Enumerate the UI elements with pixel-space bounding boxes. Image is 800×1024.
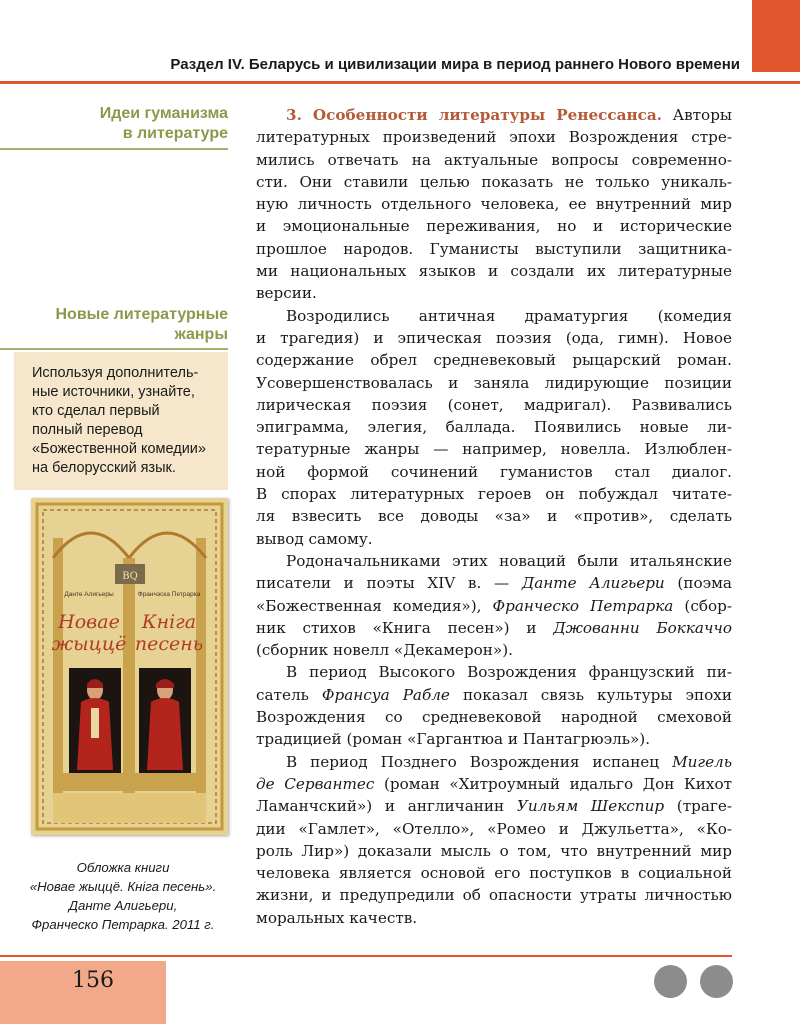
text-line: ля взвесить все доводы «за» и «против», сделать xyxy=(256,507,732,526)
task-line: полный перевод xyxy=(32,422,143,438)
text-fragment: Авторы xyxy=(672,106,733,124)
caption-line: Франческо Петрарка. 2011 г. xyxy=(31,917,215,932)
text-line xyxy=(256,572,732,594)
text-line: человека является основой его поступков в социальной xyxy=(256,864,732,883)
book-cover-illustration xyxy=(31,498,228,835)
text-line: и эмоциональные переживания, но и исторические xyxy=(256,217,732,236)
page-number: 156 xyxy=(72,968,114,993)
person-name: Джованни Боккаччо xyxy=(553,618,732,637)
text-line xyxy=(256,617,732,639)
task-box xyxy=(14,352,228,490)
svg-text:BQ: BQ xyxy=(122,571,138,582)
text-line: Возродились античная драматургия (комедия xyxy=(286,306,732,325)
heading-line: Идеи гуманизма xyxy=(99,105,228,122)
text-line: содержание обрел средневековый рыцарский роман. xyxy=(256,351,732,370)
cover-title-left-1: Новае xyxy=(58,611,120,633)
cover-author-right: Франчэска Петрарка xyxy=(137,591,201,598)
text-line: сти. Они ставили целью показать не только уникаль- xyxy=(256,172,732,191)
caption-line: Данте Алигьери, xyxy=(68,898,178,913)
task-line: ные источники, узнайте, xyxy=(32,384,195,400)
text-line xyxy=(256,795,732,817)
text-line: прошлое народов. Гуманисты выступили защитника- xyxy=(256,239,732,258)
text-line: моральных качеств. xyxy=(256,908,418,927)
text-line: эпиграмма, элегия, баллада. Появились новые ли- xyxy=(256,418,732,437)
sidebar-heading-genres xyxy=(0,305,228,345)
heading-line: жанры xyxy=(174,326,228,343)
text-line: тературные жанры — например, новелла. Излюблен- xyxy=(256,440,732,459)
text-fragment: В период Позднего Возрождения испанец xyxy=(286,752,673,771)
person-name: Уильям Шекспир xyxy=(516,797,665,816)
text-line xyxy=(256,773,732,795)
text-fragment: (сбор- xyxy=(673,596,732,615)
text-fragment: (поэма xyxy=(664,574,732,593)
footer-rule xyxy=(0,955,732,957)
caption-line: Обложка книги xyxy=(76,860,170,875)
text-line: роль Лир») доказали мысль о том, что внутренний мир xyxy=(256,841,732,860)
section-title: 3. Особенности литературы Ренессанса. xyxy=(286,106,662,124)
text-line: ной формой сочинений гуманистов стал диалог. xyxy=(256,462,732,481)
text-fragment: писатели и поэты XIV в. — xyxy=(256,574,522,593)
decorative-dot xyxy=(700,965,733,998)
heading-line: в литературе xyxy=(122,125,228,142)
text-line: традицией (роман «Гаргантюа и Пантагрюэль»). xyxy=(256,730,651,749)
cover-title-left-2: жыццё xyxy=(51,633,127,655)
text-line: (сборник новелл «Декамерон»). xyxy=(256,641,513,660)
paragraph-1 xyxy=(256,104,732,305)
orange-corner-tab xyxy=(752,0,800,72)
paragraph-4 xyxy=(256,661,732,750)
text-line: дии «Гамлет», «Отелло», «Ромео и Джульетта», «Ко- xyxy=(256,819,732,838)
running-head: Раздел IV. Беларусь и цивилизации мира в период раннего Нового времени xyxy=(170,56,740,73)
text-line xyxy=(256,104,732,126)
paragraph-5 xyxy=(256,751,732,929)
person-name: де Сервантес xyxy=(256,774,375,793)
heading-line: Новые литературные xyxy=(55,306,228,323)
cover-title-right-2: песень xyxy=(134,633,204,655)
text-fragment: ник стихов «Книга песен») и xyxy=(256,618,554,637)
text-line: Возрождения со средневековой народной смеховой xyxy=(256,708,732,727)
text-line: Усовершенствовалась и заняла лидирующие позиции xyxy=(256,373,732,392)
person-name: Данте Алигьери xyxy=(521,574,665,593)
task-line: на белорусский язык. xyxy=(32,460,176,476)
task-line: кто сделал первый xyxy=(32,403,160,419)
text-fragment: Ламанчский») и англичанин xyxy=(256,797,517,816)
text-line: и трагедия) и эпическая поэзия (ода, гимн). Новое xyxy=(256,328,732,347)
text-line: лирическая поэзия (сонет, мадригал). Развивались xyxy=(256,395,732,414)
person-name: Франческо Петрарка xyxy=(492,596,674,615)
text-line: вывод самому. xyxy=(256,529,373,548)
text-fragment: сатель xyxy=(256,685,322,704)
cover-title-right-1: Кніга xyxy=(141,611,197,633)
text-line: ную личность отдельного человека, ее внутренний мир xyxy=(256,195,732,214)
text-line: версии. xyxy=(256,284,317,303)
task-line: Используя дополнитель- xyxy=(32,365,199,381)
text-fragment: (роман «Хитроумный идальго Дон Кихот xyxy=(374,774,732,793)
person-name: Франсуа Рабле xyxy=(321,685,450,704)
decorative-dot xyxy=(654,965,687,998)
paragraph-2 xyxy=(256,305,732,550)
cover-author-left: Данте Алигьеры xyxy=(64,591,114,598)
sidebar-rule xyxy=(0,148,228,150)
text-fragment: показал связь культуры эпохи xyxy=(449,685,732,704)
text-line: мились отвечать на актуальные вопросы современно- xyxy=(256,150,732,169)
text-line: ми национальных языков и создали их литературные xyxy=(256,262,732,281)
sidebar-rule xyxy=(0,348,228,350)
text-fragment: (траге- xyxy=(664,797,732,816)
paragraph-3 xyxy=(256,550,732,661)
text-line xyxy=(256,751,732,773)
header-rule xyxy=(0,81,800,84)
text-line: Родоначальниками этих новаций были итальянские xyxy=(286,551,732,570)
text-fragment: «Божественная комедия»), xyxy=(256,596,493,615)
main-text xyxy=(256,104,732,929)
text-line: литературных произведений эпохи Возрождения стре- xyxy=(256,128,732,147)
caption-line: «Новае жыццё. Кніга песень». xyxy=(29,879,217,894)
sidebar-heading-humanism xyxy=(0,104,228,144)
text-line xyxy=(256,595,732,617)
text-line: В период Высокого Возрождения французский пи- xyxy=(286,663,732,682)
text-line: жизни, и предупредили об опасности утраты личностью xyxy=(256,886,732,905)
image-caption xyxy=(20,858,226,934)
text-line: В спорах литературных героев он побуждал читате- xyxy=(256,485,732,504)
task-line: «Божественной комедии» xyxy=(32,441,206,457)
person-name: Мигель xyxy=(672,752,732,771)
book-cover-image xyxy=(31,498,228,835)
text-line xyxy=(256,684,732,706)
